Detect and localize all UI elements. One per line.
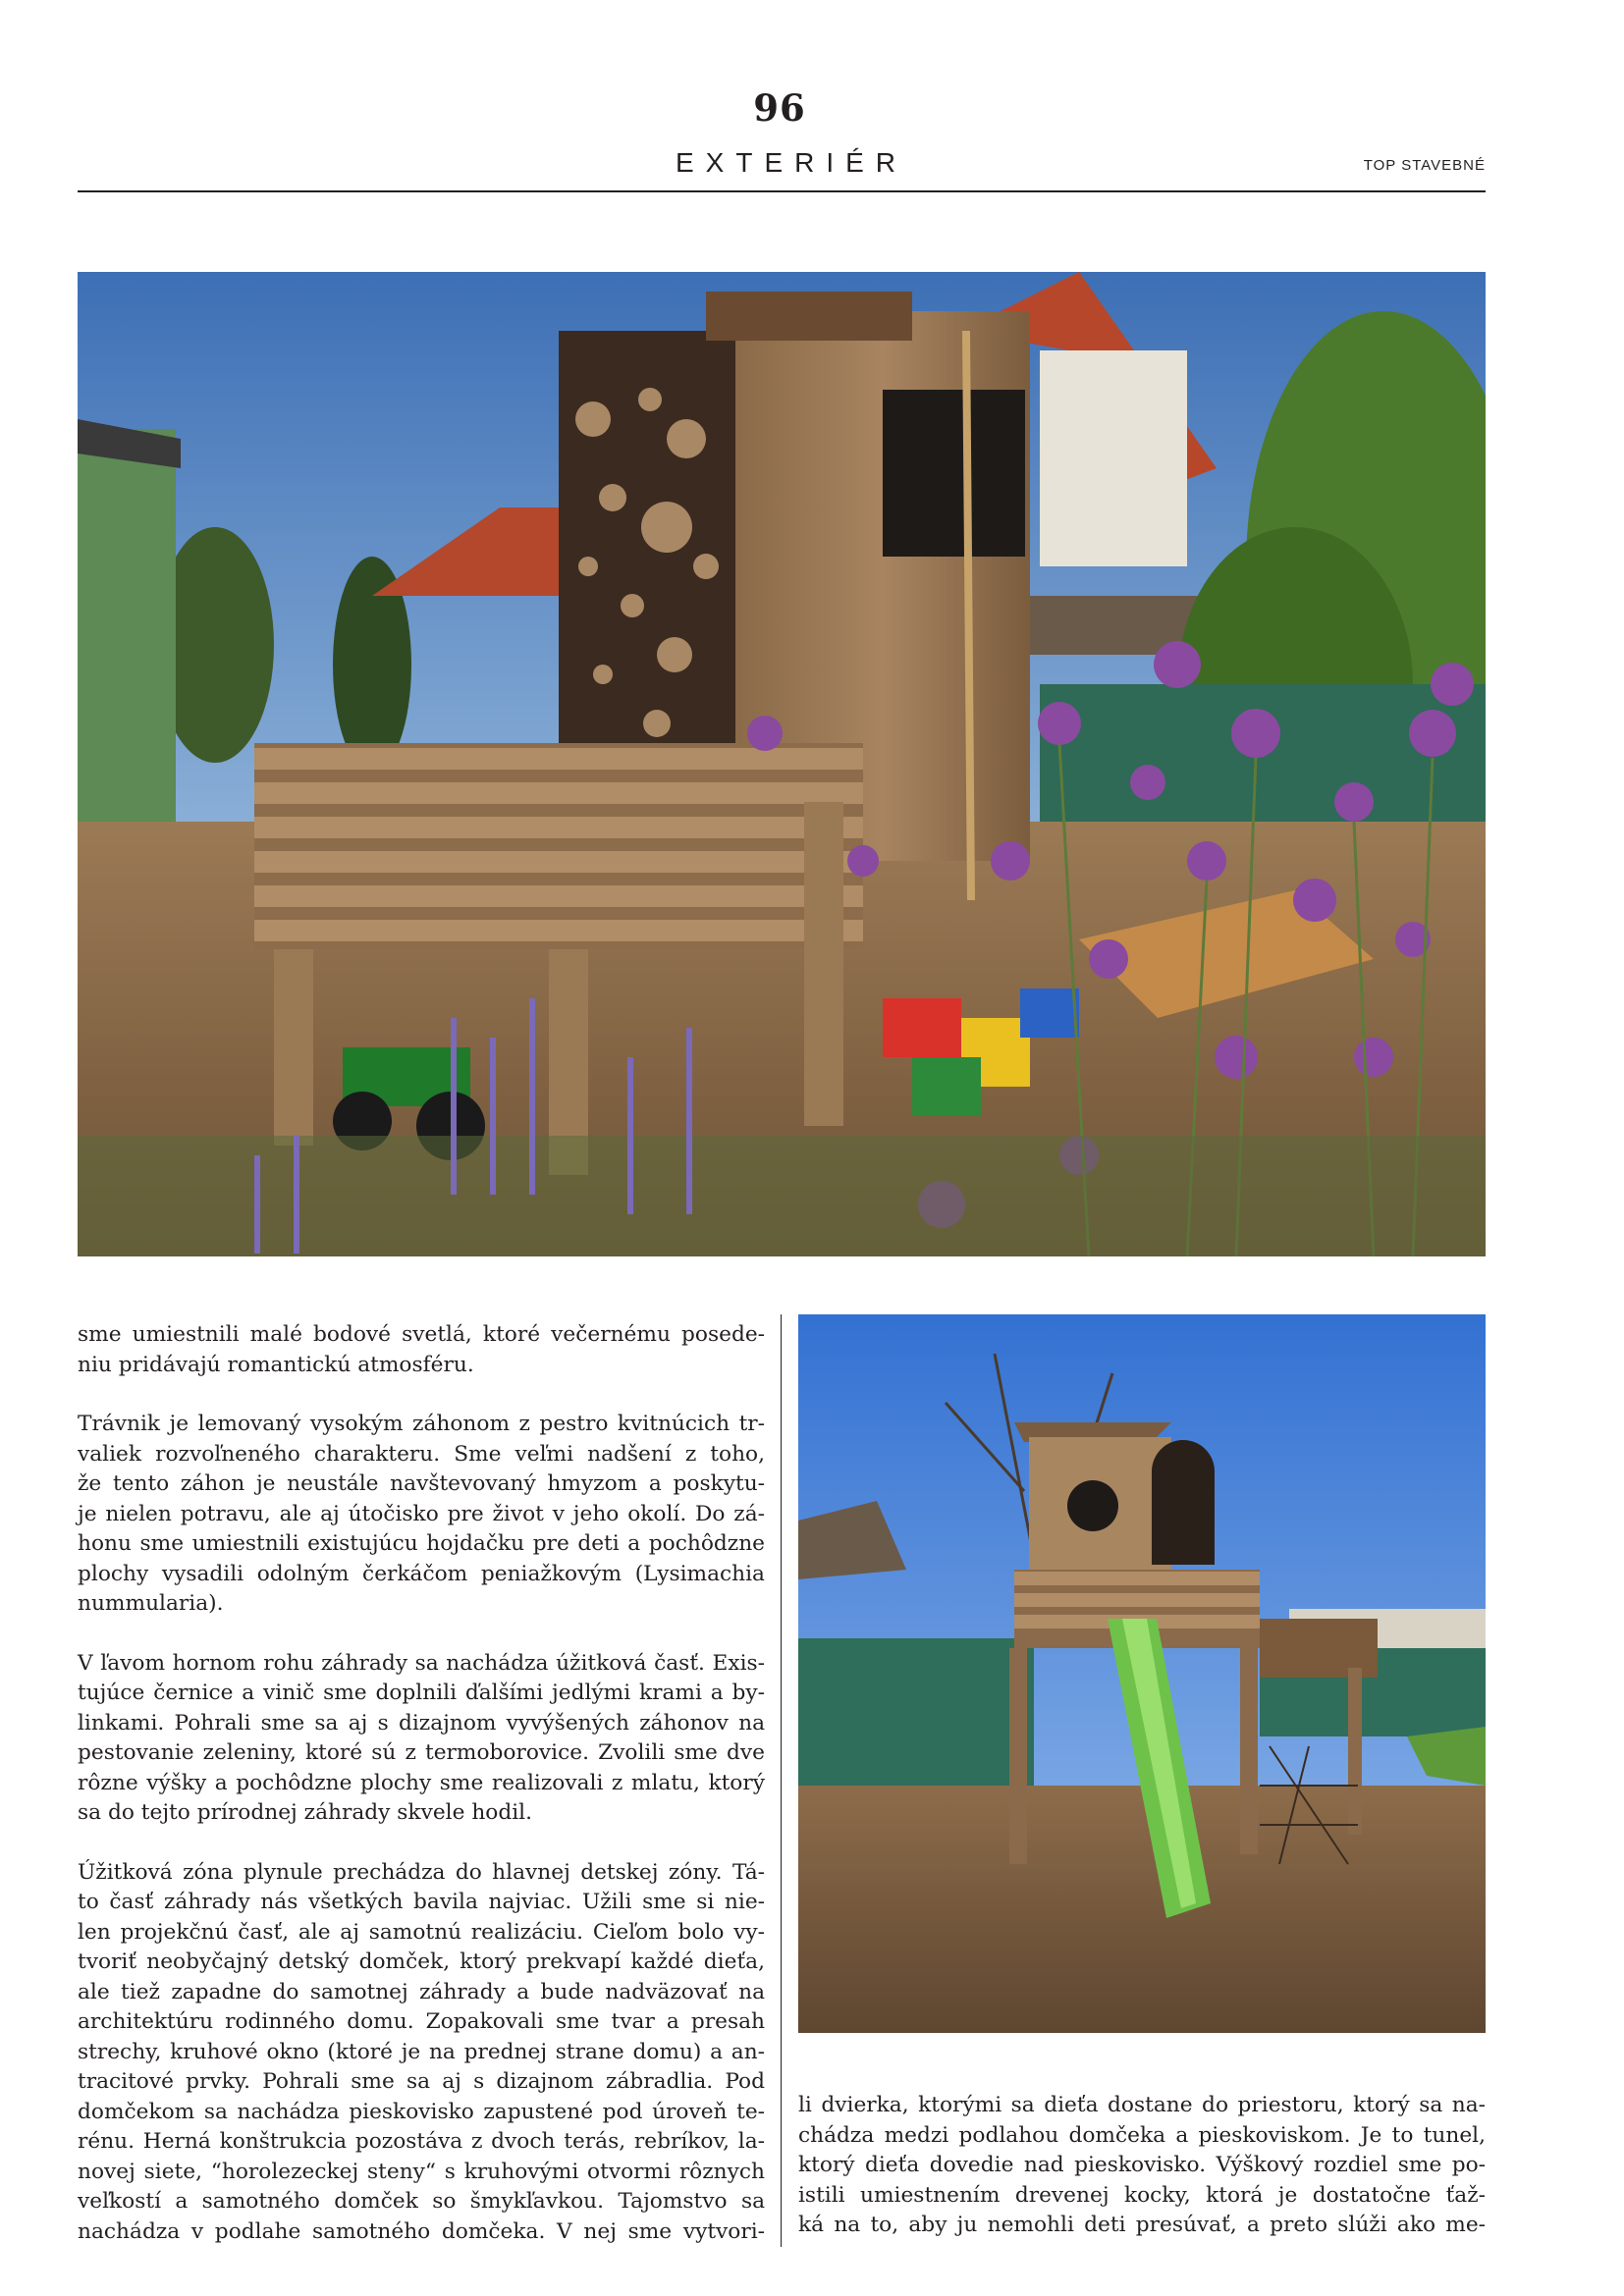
side-photo <box>798 1314 1486 2033</box>
text-line: V ľavom hornom rohu záhrady sa nachádza úžitková časť. Exis- <box>78 1650 765 1676</box>
text-line: linkami. Pohrali sme sa aj s dizajnom vyvýšených záhonov na <box>78 1710 765 1735</box>
text-line: istili umiestnením drevenej kocky, ktorá je dostatočne ťaž- <box>798 2182 1486 2208</box>
text-line: tujúce černice a vinič sme doplnili ďalšími jedlými krami a by- <box>78 1681 765 1705</box>
text-line: sme umiestnili malé bodové svetlá, ktoré večernému posede- <box>78 1322 765 1347</box>
text-line: je nielen potravu, ale aj útočisko pre život v jeho okolí. Do zá- <box>78 1501 765 1526</box>
text-line: tvoriť neobyčajný detský domček, ktorý prekvapí každé dieťa, <box>78 1949 765 1974</box>
page-number: 96 <box>753 86 806 130</box>
text-line: architektúru rodinného domu. Zopakovali sme tvar a presah <box>78 2009 765 2034</box>
text-line: valiek rozvoľneného charakteru. Sme veľmi nadšení z toho, <box>78 1441 765 1467</box>
section-title: EXTERIÉR <box>675 147 908 178</box>
paragraph <box>78 1320 765 1380</box>
text-line: chádza medzi podlahou domčeka a pieskoviskom. Je to tunel, <box>798 2122 1486 2148</box>
text-line: domčekom sa nachádza pieskovisko zapustené pod úroveň te- <box>78 2099 765 2124</box>
column-divider <box>781 1314 782 2247</box>
text-line: rénu. Herná konštrukcia pozostáva z dvoch terás, rebríkov, la- <box>78 2129 765 2154</box>
text-line: sa do tejto prírodnej záhrady skvele hodil. <box>78 1800 532 1825</box>
text-line: veľkostí a samotného domček so šmykľavkou. Tajomstvo sa <box>78 2189 765 2214</box>
paragraph <box>78 1410 765 1620</box>
paragraph <box>78 1858 765 2248</box>
text-line: že tento záhon je neustále navštevovaný hmyzom a poskytu- <box>78 1471 765 1496</box>
text-line: ale tiež zapadne do samotnej záhrady a bude nadväzovať na <box>78 1979 765 2004</box>
paragraph <box>798 2091 1486 2241</box>
article-left-column <box>78 1320 765 2276</box>
main-photo <box>78 272 1486 1256</box>
text-line: li dvierka, ktorými sa dieťa dostane do priestoru, ktorý sa na- <box>798 2093 1486 2117</box>
text-line: plochy vysadili odolným čerkáčom peniažkovým (Lysimachia <box>78 1561 765 1586</box>
magazine-name: TOP STAVEBNÉ <box>1363 157 1486 174</box>
text-line: tracitové prvky. Pohrali sme sa aj s dizajnom zábradlia. Pod <box>78 2069 765 2094</box>
text-line: rôzne výšky a pochôdzne plochy sme realizovali z mlatu, ktorý <box>78 1770 765 1795</box>
text-line: ktorý dieťa dovedie nad pieskovisko. Výškový rozdiel sme po- <box>798 2153 1486 2177</box>
text-line: len projekčnú časť, ale aj samotnú realizáciu. Cieľom bolo vy- <box>78 1919 765 1945</box>
text-line: nummularia). <box>78 1591 224 1616</box>
header-divider <box>78 190 1486 192</box>
text-line: niu pridávajú romantickú atmosféru. <box>78 1352 474 1377</box>
text-line: ká na to, aby ju nemohli deti presúvať, a preto slúži ako me- <box>798 2213 1486 2237</box>
text-line: pestovanie zeleniny, ktoré sú z termoborovice. Zvolili sme dve <box>78 1740 765 1765</box>
article-right-column <box>798 2091 1486 2270</box>
text-line: Trávnik je lemovaný vysokým záhonom z pestro kvitnúcich tr- <box>78 1412 765 1436</box>
text-line: Úžitková zóna plynule prechádza do hlavnej detskej zóny. Tá- <box>78 1859 765 1885</box>
text-line: nachádza v podlahe samotného domčeka. V nej sme vytvori- <box>78 2218 765 2244</box>
paragraph <box>78 1649 765 1829</box>
text-line: novej siete, “horolezeckej steny“ s kruhovými otvormi rôznych <box>78 2159 765 2184</box>
text-line: honu sme umiestnili existujúcu hojdačku pre deti a pochôdzne <box>78 1531 765 1556</box>
text-line: to časť záhrady nás všetkých bavila najviac. Užili sme si nie- <box>78 1890 765 1914</box>
text-line: strechy, kruhové okno (ktoré je na prednej strane domu) a an- <box>78 2039 765 2064</box>
